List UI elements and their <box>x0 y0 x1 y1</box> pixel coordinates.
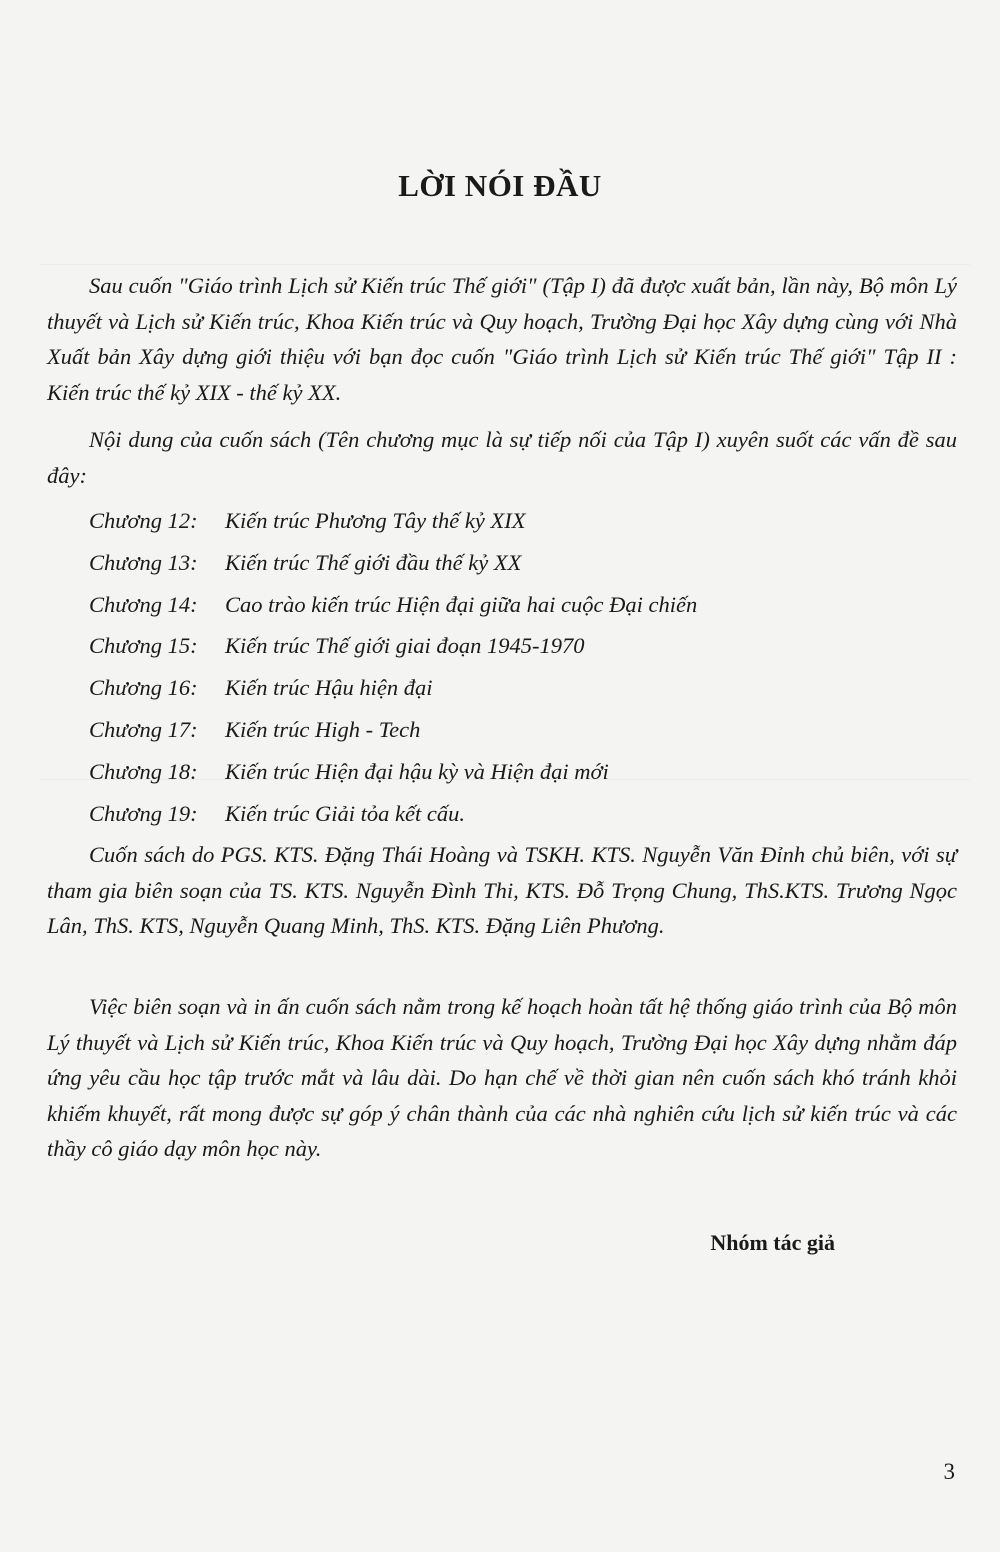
chapter-name: Kiến trúc Hậu hiện đại <box>225 675 433 701</box>
page-title: LỜI NÓI ĐẦU <box>398 168 602 203</box>
chapter-name: Kiến trúc High - Tech <box>225 716 421 742</box>
intro-paragraph-text: Sau cuốn "Giáo trình Lịch sử Kiến trúc Thế giới" (Tập I) đã được xuất bản, lần này, Bộ môn Lý thuyết và Lịch sử Kiến trúc, Khoa Kiến trúc và Quy hoạch, Trường Đại học Xây dựng cùng với Nhà Xuất bản Xây dựng giới thiệu với bạn đọc cuốn "Giáo trình Lịch sử Kiến trúc Thế giới" Tập II : Kiến trúc thế kỷ XIX - thế kỷ XX. <box>47 273 957 405</box>
content-paragraph-text: Nội dung của cuốn sách (Tên chương mục là sự tiếp nối của Tập I) xuyên suốt các vấn đề sau đây: <box>47 427 957 488</box>
plan-paragraph <box>47 989 957 1167</box>
chapter-item <box>89 584 697 626</box>
plan-paragraph-text: Việc biên soạn và in ấn cuốn sách nằm trong kế hoạch hoàn tất hệ thống giáo trình của Bộ môn Lý thuyết và Lịch sử Kiến trúc, Khoa Kiến trúc và Quy hoạch, Trường Đại học Xây dựng nhằm đáp ứng yêu cầu học tập trước mắt và lâu dài. Do hạn chế về thời gian nên cuốn sách khó tránh khỏi khiếm khuyết, rất mong được sự góp ý chân thành của các nhà nghiên cứu lịch sử kiến trúc và các thầy cô giáo dạy môn học này. <box>47 994 957 1161</box>
chapter-list <box>89 500 697 834</box>
chapter-number: Chương 15: <box>89 633 198 659</box>
chapter-item <box>89 751 697 793</box>
chapter-item <box>89 709 697 751</box>
authors-paragraph-text: Cuốn sách do PGS. KTS. Đặng Thái Hoàng và TSKH. KTS. Nguyễn Văn Đỉnh chủ biên, với sự tham gia biên soạn của TS. KTS. Nguyễn Đình Thi, KTS. Đỗ Trọng Chung, ThS.KTS. Trương Ngọc Lân, ThS. KTS, Nguyễn Quang Minh, ThS. KTS. Đặng Liên Phương. <box>47 842 957 938</box>
content-paragraph <box>47 422 957 493</box>
chapter-name: Kiến trúc Thế giới giai đoạn 1945-1970 <box>225 633 585 659</box>
chapter-item <box>89 793 697 835</box>
chapter-name: Cao trào kiến trúc Hiện đại giữa hai cuộc Đại chiến <box>225 591 698 617</box>
chapter-number: Chương 17: <box>89 716 198 742</box>
chapter-number: Chương 16: <box>89 675 198 701</box>
chapter-item <box>89 667 697 709</box>
chapter-name: Kiến trúc Hiện đại hậu kỳ và Hiện đại mới <box>225 758 609 784</box>
chapter-number: Chương 14: <box>89 591 198 617</box>
chapter-item <box>89 542 697 584</box>
chapter-number: Chương 18: <box>89 758 198 784</box>
chapter-number: Chương 12: <box>89 508 198 533</box>
page-number: 3 <box>943 1459 955 1484</box>
author-signature: Nhóm tác giả <box>710 1230 835 1255</box>
authors-paragraph <box>47 837 957 944</box>
chapter-item <box>89 625 697 667</box>
chapter-number: Chương 19: <box>89 800 198 826</box>
chapter-number: Chương 13: <box>89 549 198 575</box>
chapter-name: Kiến trúc Thế giới đầu thế kỷ XX <box>225 549 522 575</box>
intro-paragraph <box>47 268 957 410</box>
chapter-name: Kiến trúc Giải tỏa kết cấu. <box>225 800 465 826</box>
chapter-item <box>89 500 697 542</box>
chapter-name: Kiến trúc Phương Tây thế kỷ XIX <box>225 508 526 533</box>
